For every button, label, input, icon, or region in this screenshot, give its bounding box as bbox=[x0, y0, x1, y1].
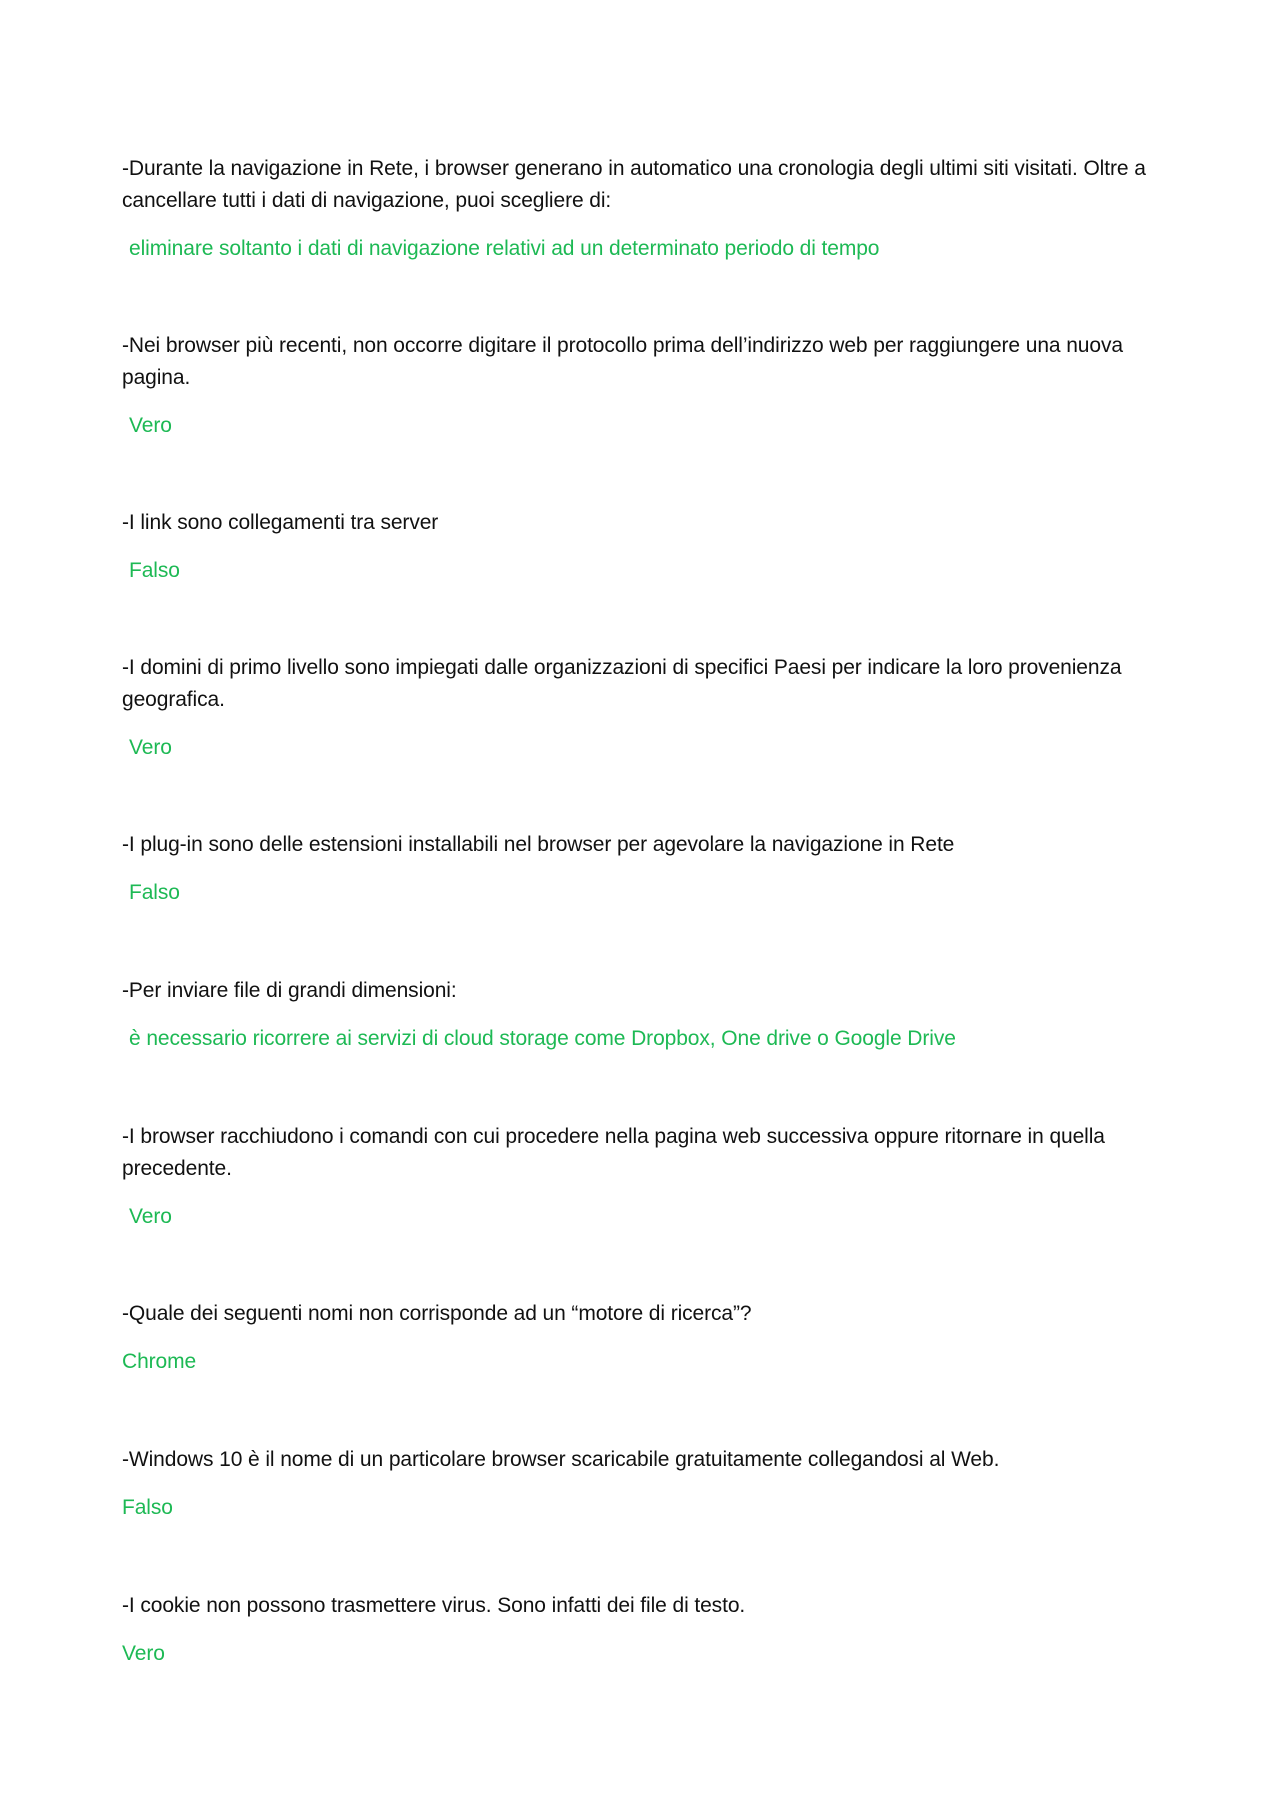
question-text: -Quale dei seguenti nomi non corrisponde ad un “motore di ricerca”? bbox=[122, 1302, 752, 1325]
question-text: -I plug-in sono delle estensioni installabili nel browser per agevolare la navigazione in Rete bbox=[122, 833, 955, 856]
answer-text: Falso bbox=[129, 881, 180, 904]
answer-text: Vero bbox=[129, 414, 172, 437]
qa-item-7 bbox=[122, 1121, 1172, 1233]
question-text: -Nei browser più recenti, non occorre digitare il protocollo prima dell’indirizzo web per raggiungere una nuova pagina. bbox=[122, 334, 1123, 389]
qa-item-1 bbox=[122, 153, 1172, 265]
question-text: -Per inviare file di grandi dimensioni: bbox=[122, 979, 457, 1002]
qa-item-5 bbox=[122, 829, 1172, 909]
answer-text: Falso bbox=[129, 559, 180, 582]
answer-text: Vero bbox=[129, 1205, 172, 1228]
answer-text: Falso bbox=[122, 1496, 173, 1519]
answer-text: eliminare soltanto i dati di navigazione relativi ad un determinato periodo di tempo bbox=[129, 237, 880, 260]
answer-text: è necessario ricorrere ai servizi di cloud storage come Dropbox, One drive o Google Drive bbox=[129, 1027, 956, 1050]
question-text: -I domini di primo livello sono impiegati dalle organizzazioni di specifici Paesi per indicare la loro provenienza geografica. bbox=[122, 656, 1122, 711]
question-text: -I browser racchiudono i comandi con cui procedere nella pagina web successiva oppure ritornare in quella precedente. bbox=[122, 1125, 1105, 1180]
qa-item-6 bbox=[122, 975, 1172, 1055]
qa-item-8 bbox=[122, 1298, 1172, 1378]
question-text: -I cookie non possono trasmettere virus. Sono infatti dei file di testo. bbox=[122, 1594, 746, 1617]
answer-text: Vero bbox=[122, 1642, 165, 1665]
answer-text: Vero bbox=[129, 736, 172, 759]
qa-item-2 bbox=[122, 330, 1172, 442]
qa-item-3 bbox=[122, 507, 1172, 587]
question-text: -Durante la navigazione in Rete, i browser generano in automatico una cronologia degli ultimi siti visitati. Oltre a cancellare tutti i dati di navigazione, puoi scegliere di: bbox=[122, 157, 1146, 212]
qa-item-10 bbox=[122, 1590, 1172, 1670]
question-text: -I link sono collegamenti tra server bbox=[122, 511, 439, 534]
qa-item-9 bbox=[122, 1444, 1172, 1524]
qa-item-4 bbox=[122, 652, 1172, 764]
answer-text: Chrome bbox=[122, 1350, 197, 1373]
question-text: -Windows 10 è il nome di un particolare browser scaricabile gratuitamente collegandosi al Web. bbox=[122, 1448, 1000, 1471]
